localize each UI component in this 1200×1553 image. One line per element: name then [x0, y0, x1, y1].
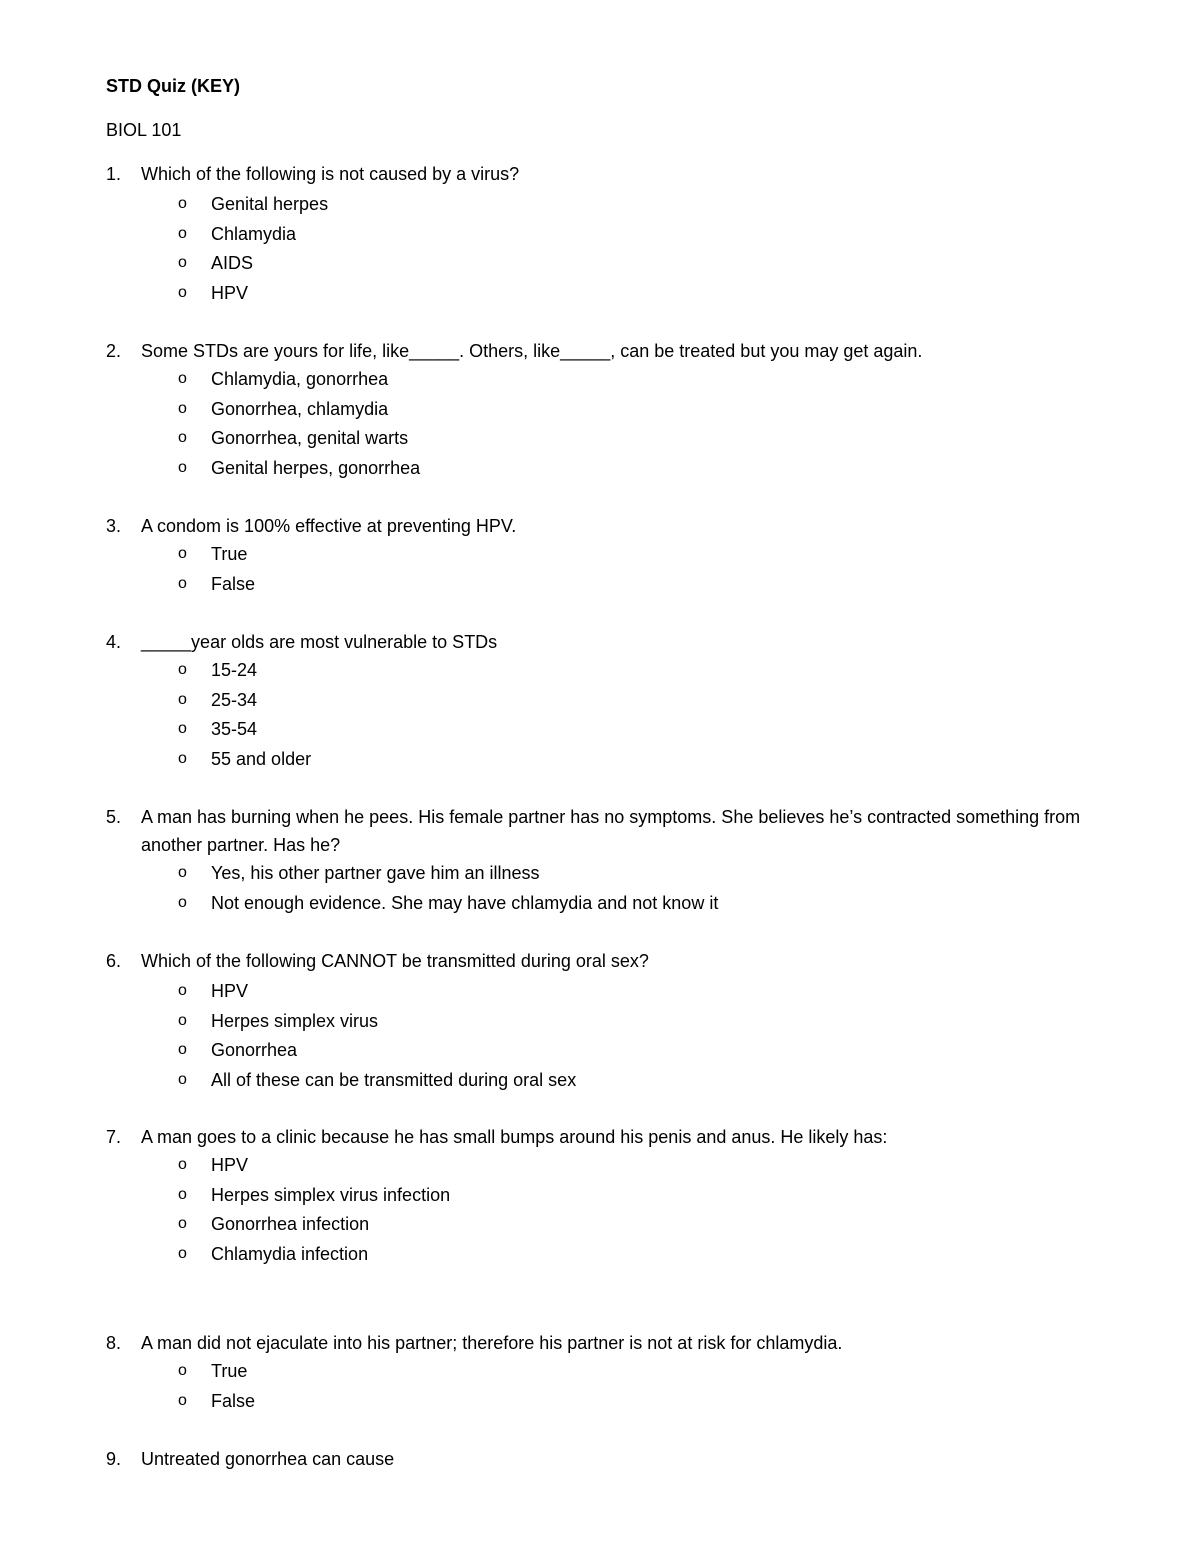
answer-option: [0, 368, 1200, 390]
answer-option-label: True: [211, 544, 248, 564]
question-number: 6.: [106, 951, 122, 971]
bullet-icon: o: [178, 720, 187, 738]
answer-option-label: 35-54: [211, 719, 258, 740]
answer-option-label: 15-24: [211, 660, 258, 680]
answer-option: [0, 427, 1200, 449]
answer-option: [0, 862, 1200, 884]
bullet-icon: o: [178, 1156, 187, 1173]
bullet-icon: o: [178, 1041, 187, 1059]
answer-option-label: 55 and older: [211, 748, 312, 769]
answer-option: [0, 1154, 1200, 1176]
answer-option-label: Chlamydia infection: [211, 1243, 369, 1264]
answer-option: [0, 1213, 1200, 1235]
answer-option-label: Gonorrhea: [211, 1040, 298, 1061]
bullet-icon: o: [178, 429, 187, 447]
answer-option: [0, 1039, 1200, 1061]
bullet-icon: o: [178, 749, 187, 767]
answer-option: [0, 718, 1200, 740]
answer-option: [0, 457, 1200, 479]
answer-option: [0, 282, 1200, 304]
answer-option-label: HPV: [211, 981, 249, 1001]
answer-option: [0, 980, 1200, 1002]
bullet-icon: o: [178, 195, 187, 212]
answer-option-label: 25-34: [211, 689, 258, 710]
bullet-icon: o: [178, 399, 187, 417]
answer-option: [0, 1010, 1200, 1032]
answer-option-label: True: [211, 1361, 248, 1381]
question-text: Which of the following CANNOT be transmitted during oral sex?: [141, 951, 649, 971]
bullet-icon: o: [178, 1070, 187, 1088]
question-text: Untreated gonorrhea can cause: [141, 1449, 395, 1469]
bullet-icon: o: [178, 1244, 187, 1262]
document-title: STD Quiz (KEY): [106, 76, 240, 96]
answer-option-label: HPV: [211, 282, 249, 303]
bullet-icon: o: [178, 1391, 187, 1409]
answer-option: [0, 573, 1200, 595]
bullet-icon: o: [178, 574, 187, 592]
answer-option: [0, 1243, 1200, 1265]
answer-option-label: Genital herpes: [211, 194, 329, 214]
answer-option: [0, 1184, 1200, 1206]
answer-option: [0, 892, 1200, 914]
question-text: A man goes to a clinic because he has small bumps around his penis and anus. He likely has:: [141, 1127, 888, 1147]
question-number: 5.: [106, 807, 122, 827]
bullet-icon: o: [178, 1215, 187, 1233]
answer-option-label: Gonorrhea infection: [211, 1214, 370, 1235]
answer-option-label: Not enough evidence. She may have chlamydia and not know it: [211, 892, 719, 913]
answer-option: [0, 223, 1200, 245]
answer-option-label: Genital herpes, gonorrhea: [211, 457, 421, 478]
question-text: A man did not ejaculate into his partner; therefore his partner is not at risk for chlamydia.: [141, 1333, 843, 1353]
question-text: Which of the following is not caused by a virus?: [141, 164, 520, 184]
answer-option: [0, 689, 1200, 711]
question-number: 7.: [106, 1127, 122, 1147]
question-number: 8.: [106, 1333, 122, 1353]
answer-option-label: AIDS: [211, 253, 254, 274]
answer-option: [0, 1069, 1200, 1091]
answer-option: [0, 748, 1200, 770]
answer-option: [0, 543, 1200, 565]
question-number: 3.: [106, 516, 122, 536]
question-text: Some STDs are yours for life, like_____. Others, like_____, can be treated but you may get again.: [141, 341, 923, 361]
bullet-icon: o: [178, 864, 187, 881]
answer-option-label: Yes, his other partner gave him an illness: [211, 863, 540, 883]
answer-option-label: HPV: [211, 1155, 249, 1175]
question-number: 9.: [106, 1449, 122, 1469]
bullet-icon: o: [178, 370, 187, 387]
bullet-icon: o: [178, 545, 187, 562]
bullet-icon: o: [178, 1362, 187, 1379]
answer-option: [0, 193, 1200, 215]
answer-option-label: False: [211, 573, 256, 594]
answer-option: [0, 659, 1200, 681]
answer-option-label: Herpes simplex virus: [211, 1010, 379, 1031]
answer-option-label: Chlamydia, gonorrhea: [211, 369, 389, 389]
answer-option-label: Chlamydia: [211, 223, 297, 244]
bullet-icon: o: [178, 661, 187, 678]
bullet-icon: o: [178, 893, 187, 911]
answer-option: [0, 1360, 1200, 1382]
answer-option: [0, 252, 1200, 274]
answer-option: [0, 1390, 1200, 1412]
answer-option-label: False: [211, 1390, 256, 1411]
bullet-icon: o: [178, 224, 187, 242]
question-text: A condom is 100% effective at preventing HPV.: [141, 516, 517, 536]
answer-option-label: Herpes simplex virus infection: [211, 1184, 451, 1205]
bullet-icon: o: [178, 254, 187, 272]
answer-option-label: All of these can be transmitted during oral sex: [211, 1069, 577, 1090]
bullet-icon: o: [178, 982, 187, 999]
bullet-icon: o: [178, 690, 187, 708]
question-number: 4.: [106, 632, 122, 652]
answer-option-label: Gonorrhea, chlamydia: [211, 398, 389, 419]
bullet-icon: o: [178, 1011, 187, 1029]
question-text: _____year olds are most vulnerable to STDs: [141, 632, 498, 652]
question-number: 1.: [106, 164, 122, 184]
bullet-icon: o: [178, 1185, 187, 1203]
bullet-icon: o: [178, 458, 187, 476]
bullet-icon: o: [178, 283, 187, 301]
course-code: BIOL 101: [106, 120, 182, 140]
question-text: A man has burning when he pees. His female partner has no symptoms. She believes he’s contracted something from another partner. Has he?: [141, 807, 1081, 855]
question-number: 2.: [106, 341, 122, 361]
answer-option-label: Gonorrhea, genital warts: [211, 428, 409, 449]
answer-option: [0, 398, 1200, 420]
